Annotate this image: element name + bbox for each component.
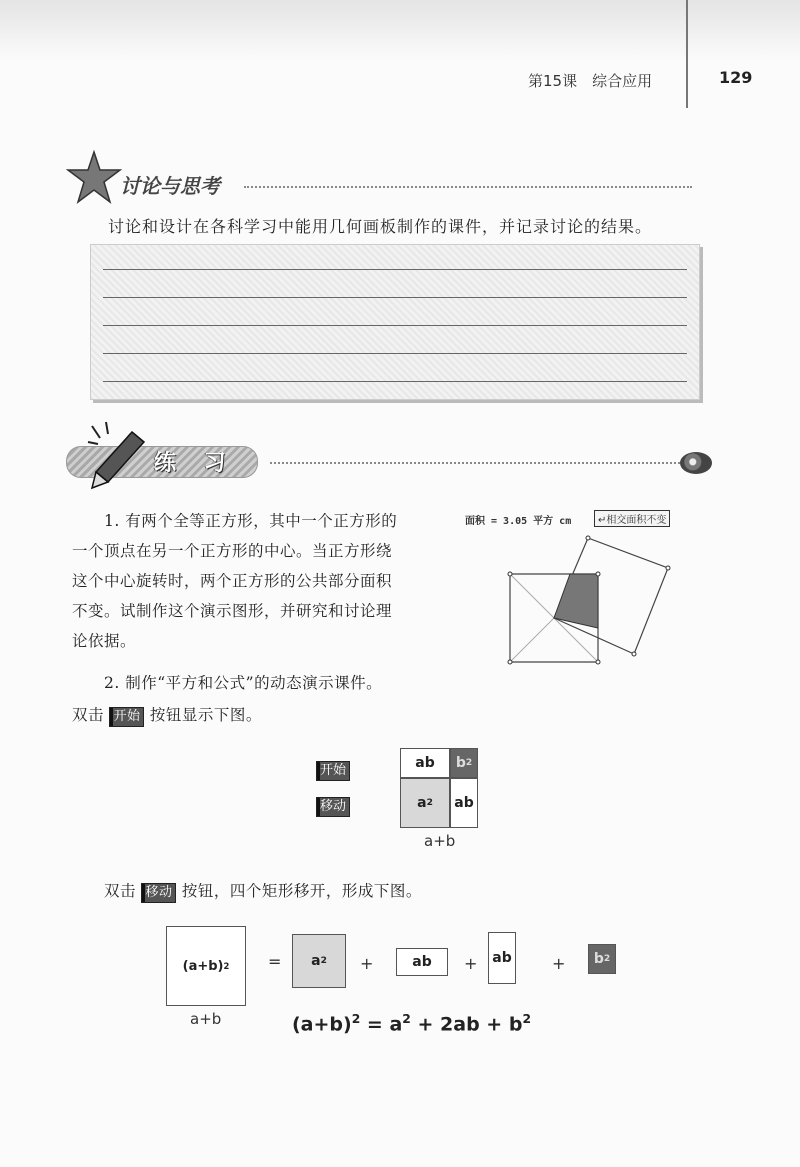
answer-lines-box [90, 244, 700, 400]
item1-line: 论依据。 [72, 632, 137, 650]
check-icon: ↵ [598, 515, 607, 526]
square-b2: b 2 [450, 748, 478, 778]
move-button[interactable]: 移动 [316, 797, 350, 817]
big-square: (a+b) 2 [166, 926, 246, 1006]
item2-line: 2. 制作“平方和公式”的动态演示课件。 [104, 674, 383, 692]
page-top-band [0, 0, 800, 60]
move-instruction: 双击 移动 按钮，四个矩形移开，形成下图。 [104, 876, 422, 906]
diagram2-caption: a+b [190, 1010, 222, 1028]
running-header: 第15课 综合应用 [528, 72, 653, 90]
item1-line: 1. 有两个全等正方形，其中一个正方形的 [104, 512, 398, 530]
discussion-prompt: 讨论和设计在各科学习中能用几何画板制作的课件，并记录讨论的结果。 [108, 217, 653, 236]
moved-rect-ab-vertical: ab [488, 932, 516, 984]
rect-ab-right: ab [450, 778, 478, 828]
rotating-squares-figure [500, 530, 680, 670]
plus-sign: + [464, 954, 478, 973]
answer-line [103, 325, 687, 326]
area-readout: 面积 = 3.05 平方 cm [465, 516, 572, 527]
plus-sign: + [552, 954, 566, 973]
square-a2: a 2 [400, 778, 450, 828]
answer-line [103, 269, 687, 270]
plus-sign: + [360, 954, 374, 973]
moved-rect-ab: ab [396, 948, 448, 976]
title-dotted-rule [270, 462, 680, 464]
item1-line: 不变。试制作这个演示图形，并研究和讨论理 [72, 602, 393, 620]
pencil-icon [86, 420, 150, 490]
disc-icon [680, 452, 712, 474]
star-icon [66, 150, 122, 206]
answer-line [103, 381, 687, 382]
discussion-title: 讨论与思考 [120, 174, 220, 198]
moved-square-a2: a 2 [292, 934, 346, 988]
margin-rule [686, 0, 688, 108]
page-number: 129 [719, 68, 753, 87]
diagram1-caption: a+b [424, 832, 456, 850]
answer-line [103, 297, 687, 298]
intersect-area-button[interactable]: ↵相交面积不变 [594, 510, 670, 527]
start-button[interactable]: 开始 [316, 761, 350, 781]
item2-instruction: 双击 开始 按钮显示下图。 [72, 700, 262, 730]
title-dotted-rule [244, 186, 692, 188]
equals-sign: = [268, 952, 282, 971]
start-button-inline[interactable]: 开始 [109, 707, 144, 727]
answer-line [103, 353, 687, 354]
rect-ab-top: ab [400, 748, 450, 778]
square-of-sum-formula: $(a+b)^2 = a^2 + 2ab + b^2$ [292, 1012, 532, 1036]
exercise-title: 练 习 [154, 450, 236, 476]
moved-square-b2: b 2 [588, 944, 616, 974]
item1-line: 一个顶点在另一个正方形的中心。当正方形绕 [72, 542, 393, 560]
item1-line: 这个中心旋转时，两个正方形的公共部分面积 [72, 572, 393, 590]
move-button-inline[interactable]: 移动 [141, 883, 176, 903]
